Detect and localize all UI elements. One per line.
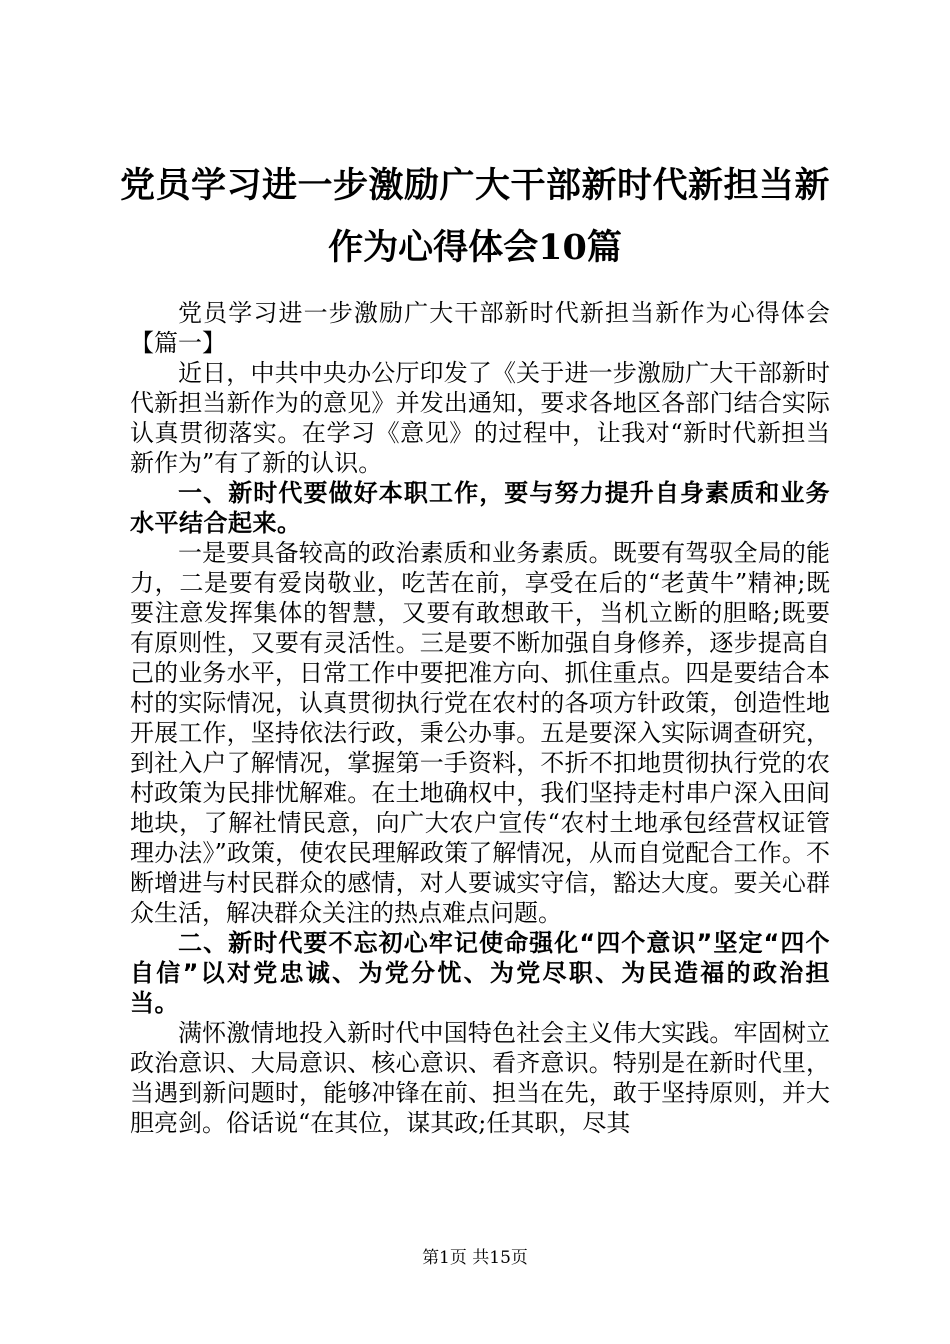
section-heading: 二、新时代要不忘初心牢记使命强化“四个意识”坚定“四个自信”以对党忠诚、为党分忧、为党尽职、为民造福的政治担当。 bbox=[130, 929, 830, 1017]
document-title-line-1: 党员学习进一步激励广大干部新时代新担当新 bbox=[119, 165, 830, 206]
paragraph: 一是要具备较高的政治素质和业务素质。既要有驾驭全局的能力，二是要有爱岗敬业，吃苦在前，享受在后的“老黄牛”精神;既要注意发挥集体的智慧，又要有敢想敢干，当机立断的胆略;既要有原则性，又要有灵活性。三是要不断加强自身修养，逐步提高自己的业务水平，日常工作中要把准方向、抓住重点。四是要结合本村的实际情况，认真贯彻执行党在农村的各项方针政策，创造性地开展工作，坚持依法行政，秉公办事。五是要深入实际调查研究，到社入户了解情况，掌握第一手资料，不折不扣地贯彻执行党的农村政策为民排忧解难。在土地确权中，我们坚持走村串户深入田间地块，了解社情民意，向广大农户宣传“农村土地承包经营权证管理办法》”政策，使农民理解政策了解情况，从而自觉配合工作。不断增进与村民群众的感情，对人要诚实守信，豁达大度。要关心群众生活，解决群众关注的热点难点问题。 bbox=[130, 539, 830, 927]
page-number-footer: 第1页 共15页 bbox=[422, 1248, 528, 1268]
paragraph: 近日，中共中央办公厅印发了《关于进一步激励广大干部新时代新担当新作为的意见》并发出通知，要求各地区各部门结合实际认真贯彻落实。在学习《意见》的过程中，让我对“新时代新担当新作为”有了新的认识。 bbox=[130, 359, 830, 477]
paragraph: 满怀激情地投入新时代中国特色社会主义伟大实践。牢固树立政治意识、大局意识、核心意识、看齐意识。特别是在新时代里，当遇到新问题时，能够冲锋在前、担当在先，敢于坚持原则，并大胆亮剑。俗话说“在其位，谋其政;任其职，尽其 bbox=[130, 1019, 830, 1137]
document-body bbox=[130, 298, 830, 1138]
paragraph: 党员学习进一步激励广大干部新时代新担当新作为心得体会【篇一】 bbox=[130, 299, 830, 357]
document-title-line-2: 作为心得体会10篇 bbox=[328, 227, 622, 268]
section-heading: 一、新时代要做好本职工作，要与努力提升自身素质和业务水平结合起来。 bbox=[130, 479, 830, 537]
